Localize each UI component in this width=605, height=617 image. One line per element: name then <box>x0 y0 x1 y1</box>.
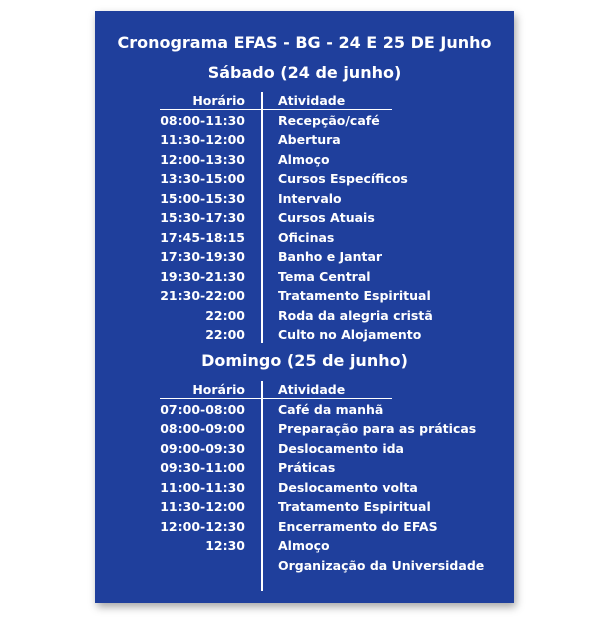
saturday-row-time: 15:30-17:30 <box>160 210 245 225</box>
sunday-row <box>95 517 514 537</box>
sunday-row <box>95 400 514 420</box>
saturday-row-time: 15:00-15:30 <box>160 190 245 206</box>
saturday-row-activity: Banho e Jantar <box>278 249 383 264</box>
saturday-row <box>95 267 514 287</box>
sunday-rows <box>95 400 514 576</box>
sunday-row <box>95 556 514 576</box>
sunday-heading: Domingo (25 de junho) <box>201 351 408 370</box>
sunday-col-time: Horário <box>192 382 245 397</box>
sunday-row-activity: Deslocamento volta <box>278 479 418 495</box>
saturday-row-time: 11:30-12:00 <box>160 132 245 147</box>
saturday-row <box>95 306 514 326</box>
saturday-col-activity: Atividade <box>278 93 346 108</box>
saturday-row-activity: Tema Central <box>278 268 371 284</box>
sunday-row-activity: Tratamento Espiritual <box>278 499 431 514</box>
saturday-row-time: 17:30-19:30 <box>160 249 245 264</box>
saturday-row-time: 21:30-22:00 <box>160 288 245 303</box>
sunday-row-time: 07:00-08:00 <box>160 401 245 417</box>
sunday-row-time: 09:00-09:30 <box>160 440 245 456</box>
sunday-row <box>95 497 514 517</box>
page-title: Cronograma EFAS - BG - 24 E 25 DE Junho <box>117 33 492 52</box>
saturday-rows <box>95 111 514 345</box>
saturday-row <box>95 130 514 150</box>
saturday-row-time: 12:00-13:30 <box>160 151 245 167</box>
sunday-row-activity: Preparação para as práticas <box>278 421 477 436</box>
sunday-row-time: 11:00-11:30 <box>160 479 245 495</box>
saturday-row <box>95 247 514 267</box>
saturday-header-row <box>95 91 514 111</box>
saturday-row-activity: Almoço <box>278 151 330 167</box>
saturday-schedule <box>95 91 514 345</box>
saturday-row-activity: Oficinas <box>278 229 335 245</box>
sunday-row-activity: Práticas <box>278 460 336 475</box>
sunday-row <box>95 419 514 439</box>
saturday-row <box>95 169 514 189</box>
sunday-schedule <box>95 380 514 575</box>
saturday-row-time: 19:30-21:30 <box>160 268 245 284</box>
sunday-header-row <box>95 380 514 400</box>
sunday-row <box>95 478 514 498</box>
saturday-heading: Sábado (24 de junho) <box>207 63 402 82</box>
saturday-row <box>95 189 514 209</box>
sunday-row-time: 08:00-09:00 <box>160 421 245 436</box>
saturday-row <box>95 325 514 345</box>
schedule-poster <box>95 11 514 603</box>
sunday-col-activity: Atividade <box>278 382 346 397</box>
sunday-row-time: 12:30 <box>205 538 245 553</box>
saturday-row-activity: Tratamento Espiritual <box>278 288 431 303</box>
saturday-row <box>95 150 514 170</box>
saturday-row-activity: Cursos Atuais <box>278 210 375 225</box>
sunday-row-activity: Almoço <box>278 538 330 553</box>
saturday-row <box>95 111 514 131</box>
saturday-row-activity: Roda da alegria cristã <box>278 307 433 323</box>
saturday-row-time: 22:00 <box>205 327 245 342</box>
sunday-row <box>95 458 514 478</box>
sunday-row-activity: Deslocamento ida <box>278 440 404 456</box>
saturday-row-time: 22:00 <box>205 307 245 323</box>
sunday-row-time: 11:30-12:00 <box>160 499 245 514</box>
sunday-row-time: 09:30-11:00 <box>160 460 245 475</box>
saturday-row-activity: Culto no Alojamento <box>278 327 422 342</box>
saturday-row-activity: Cursos Específicos <box>278 171 408 186</box>
sunday-row <box>95 439 514 459</box>
sunday-row-activity: Café da manhã <box>278 401 384 417</box>
saturday-row-time: 17:45-18:15 <box>160 229 245 245</box>
sunday-row-activity: Encerramento do EFAS <box>278 518 438 534</box>
saturday-row <box>95 286 514 306</box>
saturday-row-activity: Abertura <box>278 132 341 147</box>
saturday-col-time: Horário <box>192 93 245 108</box>
saturday-row-activity: Intervalo <box>278 190 342 206</box>
saturday-row <box>95 208 514 228</box>
saturday-row-activity: Recepção/café <box>278 112 380 128</box>
saturday-row <box>95 228 514 248</box>
saturday-row-time: 13:30-15:00 <box>160 171 245 186</box>
sunday-row <box>95 536 514 556</box>
saturday-row-time: 08:00-11:30 <box>160 112 245 128</box>
sunday-row-time: 12:00-12:30 <box>160 518 245 534</box>
sunday-row-activity: Organização da Universidade <box>278 557 485 573</box>
